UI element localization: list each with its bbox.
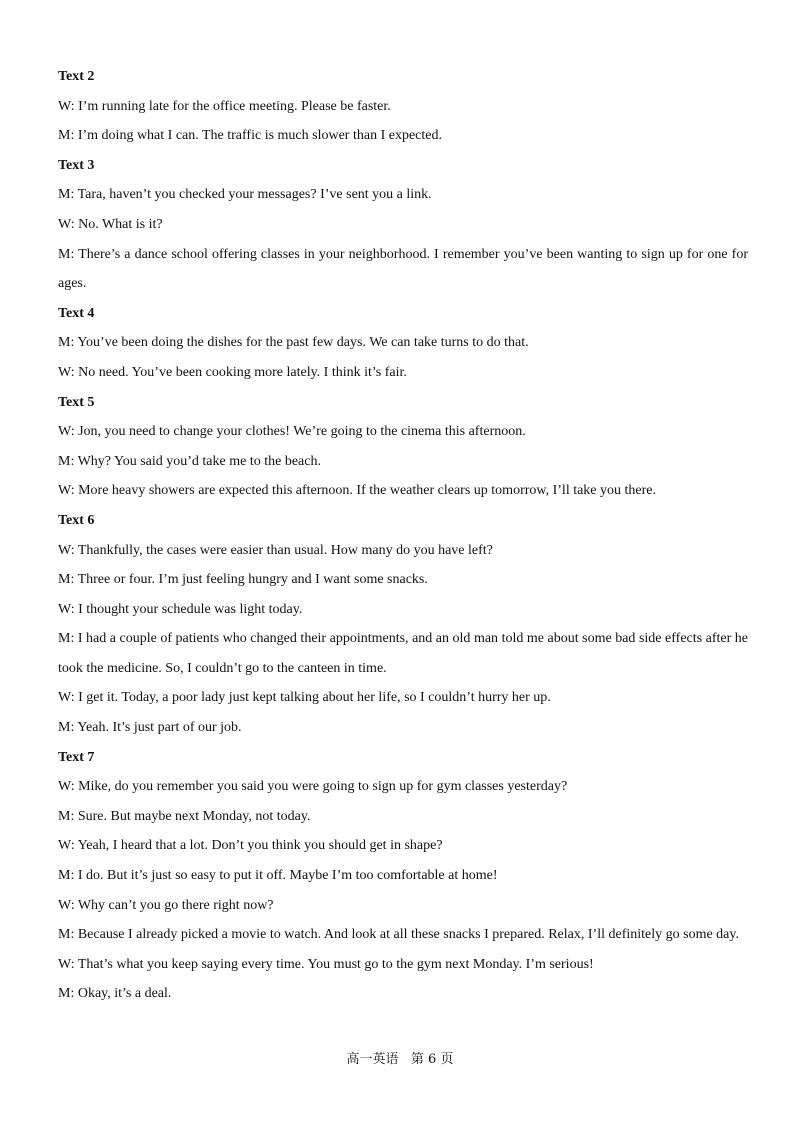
dialogue-line: M: There’s a dance school offering classes in your neighborhood. I remember you’ve been wanting to sign up for one for ages. xyxy=(58,246,748,292)
dialogue-line: W: Yeah, I heard that a lot. Don’t you think you should get in shape? xyxy=(58,838,443,854)
dialogue-line: M: Why? You said you’d take me to the beach. xyxy=(58,453,321,469)
dialogue-line: W: No. What is it? xyxy=(58,216,163,232)
dialogue-line: M: Because I already picked a movie to watch. And look at all these snacks I prepared. Relax, I’ll definitely go some day. xyxy=(58,927,739,943)
dialogue-line: W: I thought your schedule was light today. xyxy=(58,601,303,617)
section-text-4 xyxy=(58,299,748,388)
dialogue-line: M: Okay, it’s a deal. xyxy=(58,986,172,1002)
section-title: Text 3 xyxy=(58,157,95,173)
dialogue-line: M: Yeah. It’s just part of our job. xyxy=(58,720,242,736)
document-page xyxy=(58,62,748,1009)
dialogue-line: M: I’m doing what I can. The traffic is much slower than I expected. xyxy=(58,128,442,144)
dialogue-line: W: I get it. Today, a poor lady just kept talking about her life, so I couldn’t hurry her up. xyxy=(58,690,551,706)
section-text-7 xyxy=(58,743,748,1009)
section-title: Text 7 xyxy=(58,749,95,765)
dialogue-line: W: Why can’t you go there right now? xyxy=(58,897,274,913)
section-text-5 xyxy=(58,388,748,506)
dialogue-line: M: You’ve been doing the dishes for the past few days. We can take turns to do that. xyxy=(58,335,529,351)
dialogue-line: M: I do. But it’s just so easy to put it off. Maybe I’m too comfortable at home! xyxy=(58,868,498,884)
section-text-6 xyxy=(58,506,748,743)
dialogue-line: M: Three or four. I’m just feeling hungry and I want some snacks. xyxy=(58,572,428,588)
section-text-2 xyxy=(58,62,748,151)
dialogue-line: M: I had a couple of patients who changed their appointments, and an old man told me about some bad side effects after he took the medicine. So, I couldn’t go to the canteen in time. xyxy=(58,631,748,676)
section-title: Text 2 xyxy=(58,69,95,84)
section-title: Text 6 xyxy=(58,512,95,528)
dialogue-line: W: Jon, you need to change your clothes! We’re going to the cinema this afternoon. xyxy=(58,424,526,440)
section-text-3 xyxy=(58,151,748,299)
dialogue-line: W: Thankfully, the cases were easier than usual. How many do you have left? xyxy=(58,542,493,558)
dialogue-line: M: Tara, haven’t you checked your messages? I’ve sent you a link. xyxy=(58,187,432,203)
dialogue-line: M: Sure. But maybe next Monday, not today. xyxy=(58,808,311,824)
dialogue-line: W: Mike, do you remember you said you were going to sign up for gym classes yesterday? xyxy=(58,779,568,795)
section-title: Text 5 xyxy=(58,394,95,410)
section-title: Text 4 xyxy=(58,305,95,321)
dialogue-line: W: I’m running late for the office meeting. Please be faster. xyxy=(58,98,391,114)
page-footer: 高一英语 第 6 页 xyxy=(346,1052,454,1067)
dialogue-line: W: More heavy showers are expected this afternoon. If the weather clears up tomorrow, I’ll take you there. xyxy=(58,483,657,499)
dialogue-line: W: That’s what you keep saying every time. You must go to the gym next Monday. I’m serious! xyxy=(58,956,594,972)
dialogue-line: W: No need. You’ve been cooking more lately. I think it’s fair. xyxy=(58,364,407,380)
